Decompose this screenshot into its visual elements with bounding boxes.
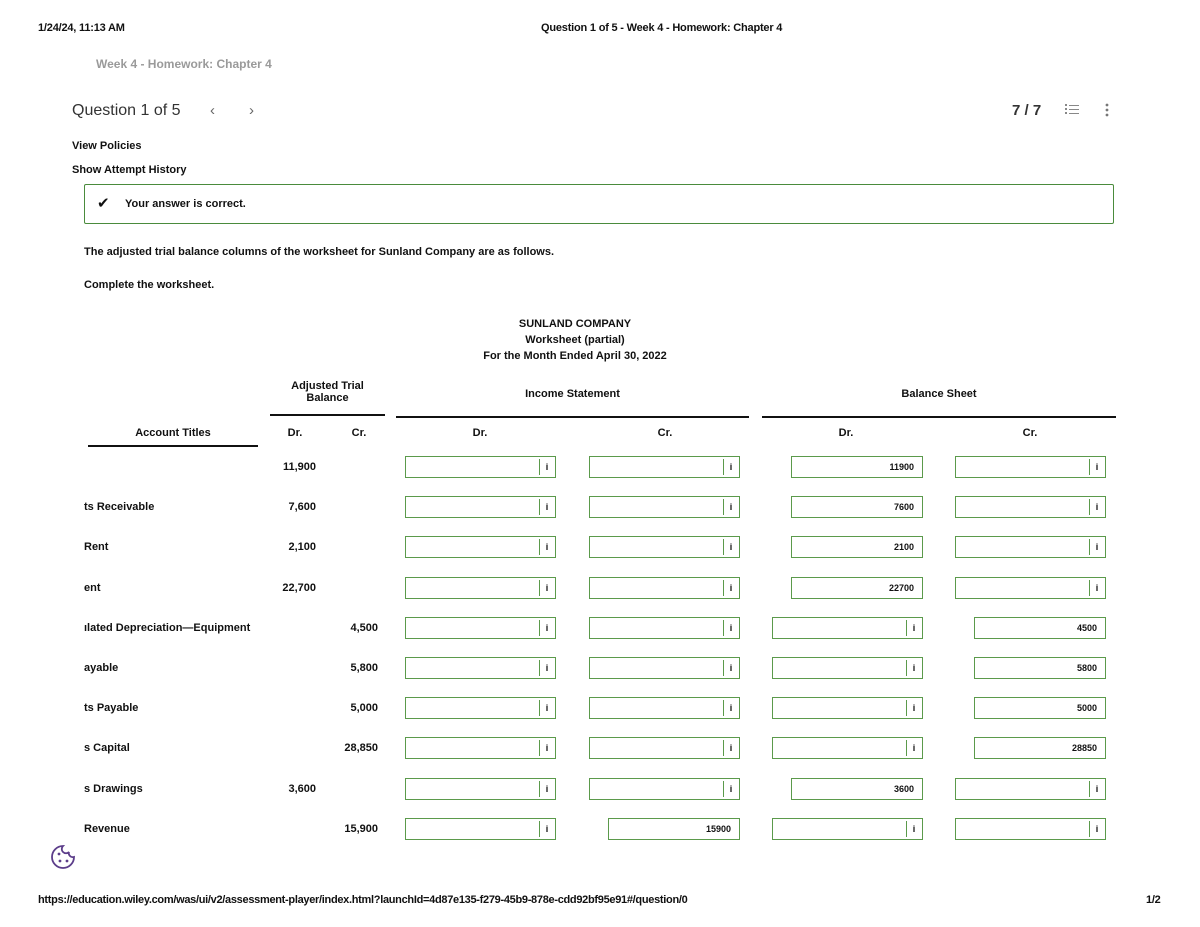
is-cr-input[interactable] bbox=[589, 737, 740, 759]
bs-dr-input[interactable] bbox=[791, 456, 923, 478]
income-statement-header: Income Statement bbox=[525, 388, 620, 400]
info-icon[interactable]: i bbox=[539, 821, 554, 837]
info-icon[interactable]: i bbox=[906, 700, 921, 716]
account-titles-header: Account Titles bbox=[135, 427, 211, 439]
bs-dr-input[interactable] bbox=[791, 778, 923, 800]
atb-cr-value: 15,900 bbox=[344, 823, 378, 835]
is-cr-input[interactable] bbox=[589, 577, 740, 599]
is-cr-input[interactable] bbox=[589, 456, 740, 478]
bs-cr-input[interactable] bbox=[955, 456, 1106, 478]
bs-dr-input[interactable] bbox=[772, 617, 923, 639]
info-icon[interactable]: i bbox=[1089, 821, 1104, 837]
info-icon[interactable]: i bbox=[906, 740, 921, 756]
info-icon[interactable]: i bbox=[1089, 580, 1104, 596]
print-page-number: 1/2 bbox=[1146, 894, 1161, 906]
atb-cr-value: 5,000 bbox=[350, 702, 378, 714]
worksheet-period: For the Month Ended April 30, 2022 bbox=[483, 350, 667, 362]
is-cr-input[interactable] bbox=[608, 818, 740, 840]
is-cr-input[interactable] bbox=[589, 617, 740, 639]
question-title: Question 1 of 5 bbox=[72, 102, 181, 119]
atb-cr-value: 4,500 bbox=[350, 622, 378, 634]
account-title: s Capital bbox=[84, 742, 130, 754]
account-title: Revenue bbox=[84, 823, 130, 835]
info-icon[interactable]: i bbox=[723, 459, 738, 475]
info-icon[interactable]: i bbox=[539, 459, 554, 475]
show-attempt-history-link[interactable]: Show Attempt History bbox=[72, 164, 187, 176]
bs-cr-input[interactable] bbox=[955, 536, 1106, 558]
bs-cr-input[interactable] bbox=[955, 778, 1106, 800]
info-icon[interactable]: i bbox=[1089, 539, 1104, 555]
bs-dr-input[interactable] bbox=[772, 697, 923, 719]
is-dr-input[interactable] bbox=[405, 657, 556, 679]
info-icon[interactable]: i bbox=[906, 660, 921, 676]
account-title: ts Payable bbox=[84, 702, 139, 714]
info-icon[interactable]: i bbox=[539, 781, 554, 797]
is-cr-header: Cr. bbox=[657, 427, 673, 439]
print-title: Question 1 of 5 - Week 4 - Homework: Chapter 4 bbox=[541, 22, 783, 34]
info-icon[interactable]: i bbox=[723, 700, 738, 716]
info-icon[interactable]: i bbox=[1089, 459, 1104, 475]
is-cr-input[interactable] bbox=[589, 697, 740, 719]
instruction-complete: Complete the worksheet. bbox=[84, 279, 215, 291]
score: 7 / 7 bbox=[1012, 102, 1042, 119]
bs-dr-input[interactable] bbox=[772, 657, 923, 679]
view-policies-link[interactable]: View Policies bbox=[72, 140, 142, 152]
is-cr-input[interactable] bbox=[589, 778, 740, 800]
info-icon[interactable]: i bbox=[539, 620, 554, 636]
input-value: 4500 bbox=[1076, 623, 1097, 633]
is-dr-input[interactable] bbox=[405, 617, 556, 639]
atb-dr-header: Dr. bbox=[287, 427, 303, 439]
atb-cr-value: 28,850 bbox=[344, 742, 378, 754]
breadcrumb[interactable]: Week 4 - Homework: Chapter 4 bbox=[96, 57, 272, 71]
info-icon[interactable]: i bbox=[539, 580, 554, 596]
info-icon[interactable]: i bbox=[539, 499, 554, 515]
input-value: 5800 bbox=[1076, 663, 1097, 673]
is-dr-header: Dr. bbox=[472, 427, 488, 439]
info-icon[interactable]: i bbox=[723, 781, 738, 797]
info-icon[interactable]: i bbox=[906, 620, 921, 636]
info-icon[interactable]: i bbox=[539, 740, 554, 756]
input-value: 3600 bbox=[893, 784, 914, 794]
bs-cr-input[interactable] bbox=[974, 617, 1106, 639]
info-icon[interactable]: i bbox=[723, 660, 738, 676]
atb-dr-value: 11,900 bbox=[282, 461, 316, 473]
info-icon[interactable]: i bbox=[539, 700, 554, 716]
bs-dr-header: Dr. bbox=[838, 427, 854, 439]
bs-cr-input[interactable] bbox=[974, 737, 1106, 759]
input-value: 5000 bbox=[1076, 703, 1097, 713]
atb-cr-header: Cr. bbox=[351, 427, 367, 439]
bs-dr-input[interactable] bbox=[791, 577, 923, 599]
is-dr-input[interactable] bbox=[405, 577, 556, 599]
info-icon[interactable]: i bbox=[539, 539, 554, 555]
is-dr-input[interactable] bbox=[405, 818, 556, 840]
atb-dr-value: 3,600 bbox=[288, 783, 316, 795]
is-dr-input[interactable] bbox=[405, 697, 556, 719]
bs-dr-input[interactable] bbox=[772, 818, 923, 840]
info-icon[interactable]: i bbox=[539, 660, 554, 676]
input-value: 15900 bbox=[705, 824, 731, 834]
input-value: 22700 bbox=[888, 583, 914, 593]
account-title: Rent bbox=[84, 541, 109, 553]
is-cr-input[interactable] bbox=[589, 657, 740, 679]
prev-question-button[interactable]: ‹ bbox=[210, 102, 215, 119]
account-title: ılated Depreciation—Equipment bbox=[84, 622, 251, 634]
info-icon[interactable]: i bbox=[723, 740, 738, 756]
print-datetime: 1/24/24, 11:13 AM bbox=[38, 22, 125, 34]
worksheet-subtitle: Worksheet (partial) bbox=[525, 334, 625, 346]
info-icon[interactable]: i bbox=[723, 620, 738, 636]
company-name: SUNLAND COMPANY bbox=[518, 318, 632, 330]
instruction-text: The adjusted trial balance columns of the worksheet for Sunland Company are as follows. bbox=[84, 246, 555, 258]
account-title: s Drawings bbox=[84, 783, 143, 795]
input-value: 7600 bbox=[893, 502, 914, 512]
print-url: https://education.wiley.com/was/ui/v2/assessment-player/index.html?launchId=4d87e135-f279-45b9-878e-cdd92bf95e91#/question/0 bbox=[38, 894, 688, 906]
is-dr-input[interactable] bbox=[405, 456, 556, 478]
account-title: ts Receivable bbox=[84, 501, 155, 513]
info-icon[interactable]: i bbox=[723, 580, 738, 596]
atb-dr-value: 22,700 bbox=[282, 582, 316, 594]
bs-cr-input[interactable] bbox=[974, 657, 1106, 679]
is-dr-input[interactable] bbox=[405, 496, 556, 518]
info-icon[interactable]: i bbox=[723, 499, 738, 515]
bs-cr-input[interactable] bbox=[955, 496, 1106, 518]
bs-cr-input[interactable] bbox=[974, 697, 1106, 719]
feedback-message: Your answer is correct. bbox=[125, 198, 246, 210]
atb-header: Adjusted Trial Balance bbox=[291, 380, 364, 404]
bs-dr-input[interactable] bbox=[791, 536, 923, 558]
atb-dr-value: 7,600 bbox=[288, 501, 316, 513]
next-question-button[interactable]: › bbox=[249, 102, 254, 119]
input-value: 2100 bbox=[893, 542, 914, 552]
info-icon[interactable]: i bbox=[1089, 781, 1104, 797]
balance-sheet-header: Balance Sheet bbox=[901, 388, 977, 400]
info-icon[interactable]: i bbox=[1089, 499, 1104, 515]
info-icon[interactable]: i bbox=[906, 821, 921, 837]
atb-dr-value: 2,100 bbox=[288, 541, 316, 553]
is-dr-input[interactable] bbox=[405, 737, 556, 759]
is-dr-input[interactable] bbox=[405, 536, 556, 558]
bs-dr-input[interactable] bbox=[791, 496, 923, 518]
bs-cr-input[interactable] bbox=[955, 818, 1106, 840]
account-title: ent bbox=[84, 582, 101, 594]
info-icon[interactable]: i bbox=[723, 539, 738, 555]
atb-cr-value: 5,800 bbox=[350, 662, 378, 674]
is-dr-input[interactable] bbox=[405, 778, 556, 800]
input-value: 28850 bbox=[1071, 743, 1097, 753]
bs-dr-input[interactable] bbox=[772, 737, 923, 759]
cookie-settings-icon[interactable] bbox=[50, 844, 76, 870]
is-cr-input[interactable] bbox=[589, 496, 740, 518]
checkmark-icon: ✔ bbox=[97, 195, 110, 212]
account-title: ayable bbox=[84, 662, 119, 674]
bs-cr-input[interactable] bbox=[955, 577, 1106, 599]
is-cr-input[interactable] bbox=[589, 536, 740, 558]
input-value: 11900 bbox=[889, 462, 914, 472]
bs-cr-header: Cr. bbox=[1022, 427, 1038, 439]
